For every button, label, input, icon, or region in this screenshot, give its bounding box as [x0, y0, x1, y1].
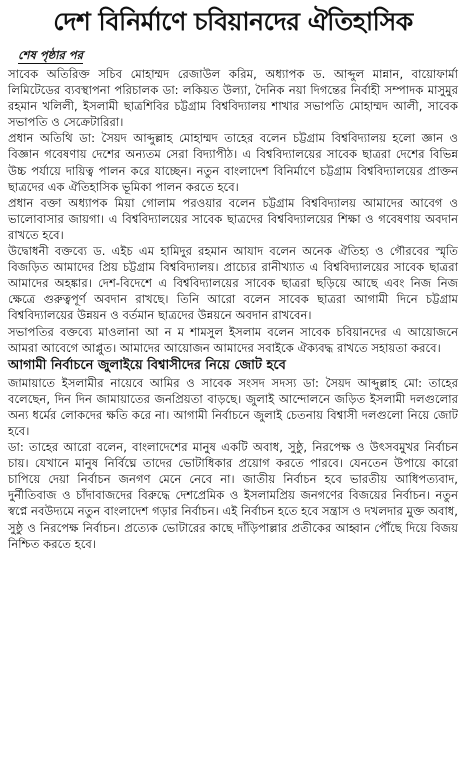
- paragraph: উদ্বোধনী বক্তব্যে ড. এইচ এম হামিদুর রহমান আযাদ বলেন অনেক ঐতিহ্য ও গৌরবের স্মৃতি বিজড়িত আমাদের প্রিয় চট্টগ্রাম বিশ্ববিদ্যালয়। প্রাচ্যের রানীখ্যাত এ বিশ্ববিদ্যালয়ের সাবেক ছাত্ররা আমাদের অহঙ্কার। দেশ-বিদেশে এ বিশ্ববিদ্যালয়ের সাবেক ছাত্ররা ছড়িয়ে আছে এবং নিজ নিজ ক্ষেত্রে গুরুত্বপূর্ণ অবদান রাখছে। তিনি আরো বলেন সাবেক ছাত্ররা আগামী দিনে চট্টগ্রাম বিশ্ববিদ্যালয়ের উন্নয়ন ও বর্তমান ছাত্রদের উন্নয়নে অবদান রাখবেন।: [8, 244, 458, 323]
- headline: দেশ বিনির্মাণে চবিয়ানদের ঐতিহাসিক: [53, 7, 413, 36]
- paragraph: প্রধান বক্তা অধ্যাপক মিয়া গোলাম পরওয়ার বলেন চট্টগ্রাম বিশ্ববিদ্যালয় আমাদের আবেগ ও ভালোবাসার জায়গা। এ বিশ্ববিদ্যালয়ের সাবেক ছাত্রদের বিশ্ববিদ্যালয়ের শিক্ষা ও গবেষণায় অবদান রাখতে হবে।: [8, 195, 458, 242]
- continuation-line: শেষ পৃষ্ঠার পর: [18, 48, 83, 62]
- article-body: [8, 66, 458, 552]
- paragraph: ডা: তাহের আরো বলেন, বাংলাদেশের মানুষ একটি অবাধ, সুষ্ঠু, নিরপেক্ষ ও উৎসবমুখর নির্বাচন চায়। যেখানে মানুষ নির্বিঘ্নে তাদের ভোটাধিকার প্রয়োগ করতে পারবে। যেনতেন উপায়ে কারো চাপিয়ে দেয়া নির্বাচন জনগণ মেনে নেবে না। জাতীয় নির্বাচন হবে ভারতীয় আধিপত্যবাদ, দুর্নীতিবাজ ও চাঁদাবাজদের বিরুদ্ধে দেশপ্রেমিক ও ইসলামপ্রিয় জনগণের বিজয়ের নির্বাচন। নতুন স্বপ্নে নবউদ্যমে নতুন বাংলাদেশ গড়ার নির্বাচন। এই নির্বাচন হতে হবে সন্ত্রাস ও দখলদার মুক্ত অবাধ, সুষ্ঠু ও নিরপেক্ষ নির্বাচন। প্রত্যেক ভোটারের কাছে দাঁড়িপাল্লার প্রতীকের আহ্বান পৌঁছে দিয়ে বিজয় নিশ্চিত করতে হবে।: [8, 440, 458, 551]
- paragraph: সাবেক অতিরিক্ত সচিব মোহাম্মদ রেজাউল করিম, অধ্যাপক ড. আব্দুল মান্নান, বায়োফার্মা লিমিটেডের ব্যবস্থাপনা পরিচালক ডা: লকিয়ত উল্যা, দৈনিক নয়া দিগন্তের নির্বাহী সম্পাদক মাসুমুর রহমান খলিলী, ইসলামী ছাত্রশিবির চট্টগ্রাম বিশ্ববিদ্যালয় শাখার সভাপতি মোহাম্মদ আলী, সাবেক সভাপতি ও সেক্রেটারিরা।: [8, 67, 458, 130]
- paragraph: প্রধান অতিথি ডা: সৈয়দ আব্দুল্লাহ মোহাম্মদ তাহের বলেন চট্টগ্রাম বিশ্ববিদ্যালয় হলো জ্ঞান ও বিজ্ঞান গবেষণায় দেশের অন্যতম সেরা বিদ্যাপীঠ। এ বিশ্ববিদ্যালয়ের সাবেক ছাত্ররা দেশের বিভিন্ন উচ্চ পর্যায়ে দায়িত্ব পালন করে যাচ্ছেন। নতুন বাংলাদেশ বিনির্মাণে চট্টগ্রাম বিশ্ববিদ্যালয়ের প্রাক্তন ছাত্রদের এক ঐতিহাসিক ভূমিকা পালন করতে হবে।: [8, 131, 458, 194]
- subheading: আগামী নির্বাচনে জুলাইয়ে বিশ্বাসীদের নিয়ে জোট হবে: [8, 357, 286, 373]
- paragraph: জামায়াতে ইসলামীর নায়েবে আমির ও সাবেক সংসদ সদস্য ডা: সৈয়দ আব্দুল্লাহ মো: তাহের বলেছেন, দিন দিন জামায়াতের জনপ্রিয়তা বাড়ছে। জুলাই আন্দোলনে জড়িত ইসলামী দলগুলোর অন্য ধর্মের লোকদের ক্ষতি করে না। আগামী নির্বাচনে জুলাই চেতনায় বিশ্বাসী দলগুলো নিয়ে জোট হবে।: [8, 375, 458, 438]
- paragraph: সভাপতির বক্তব্যে মাওলানা আ ন ম শামসুল ইসলাম বলেন সাবেক চবিয়ানদের এ আয়োজনে আমরা আবেগে আপ্লুত। আমাদের আয়োজন আমাদের সবাইকে ঐক্যবদ্ধ রাখতে সহায়তা করবে।: [8, 324, 458, 355]
